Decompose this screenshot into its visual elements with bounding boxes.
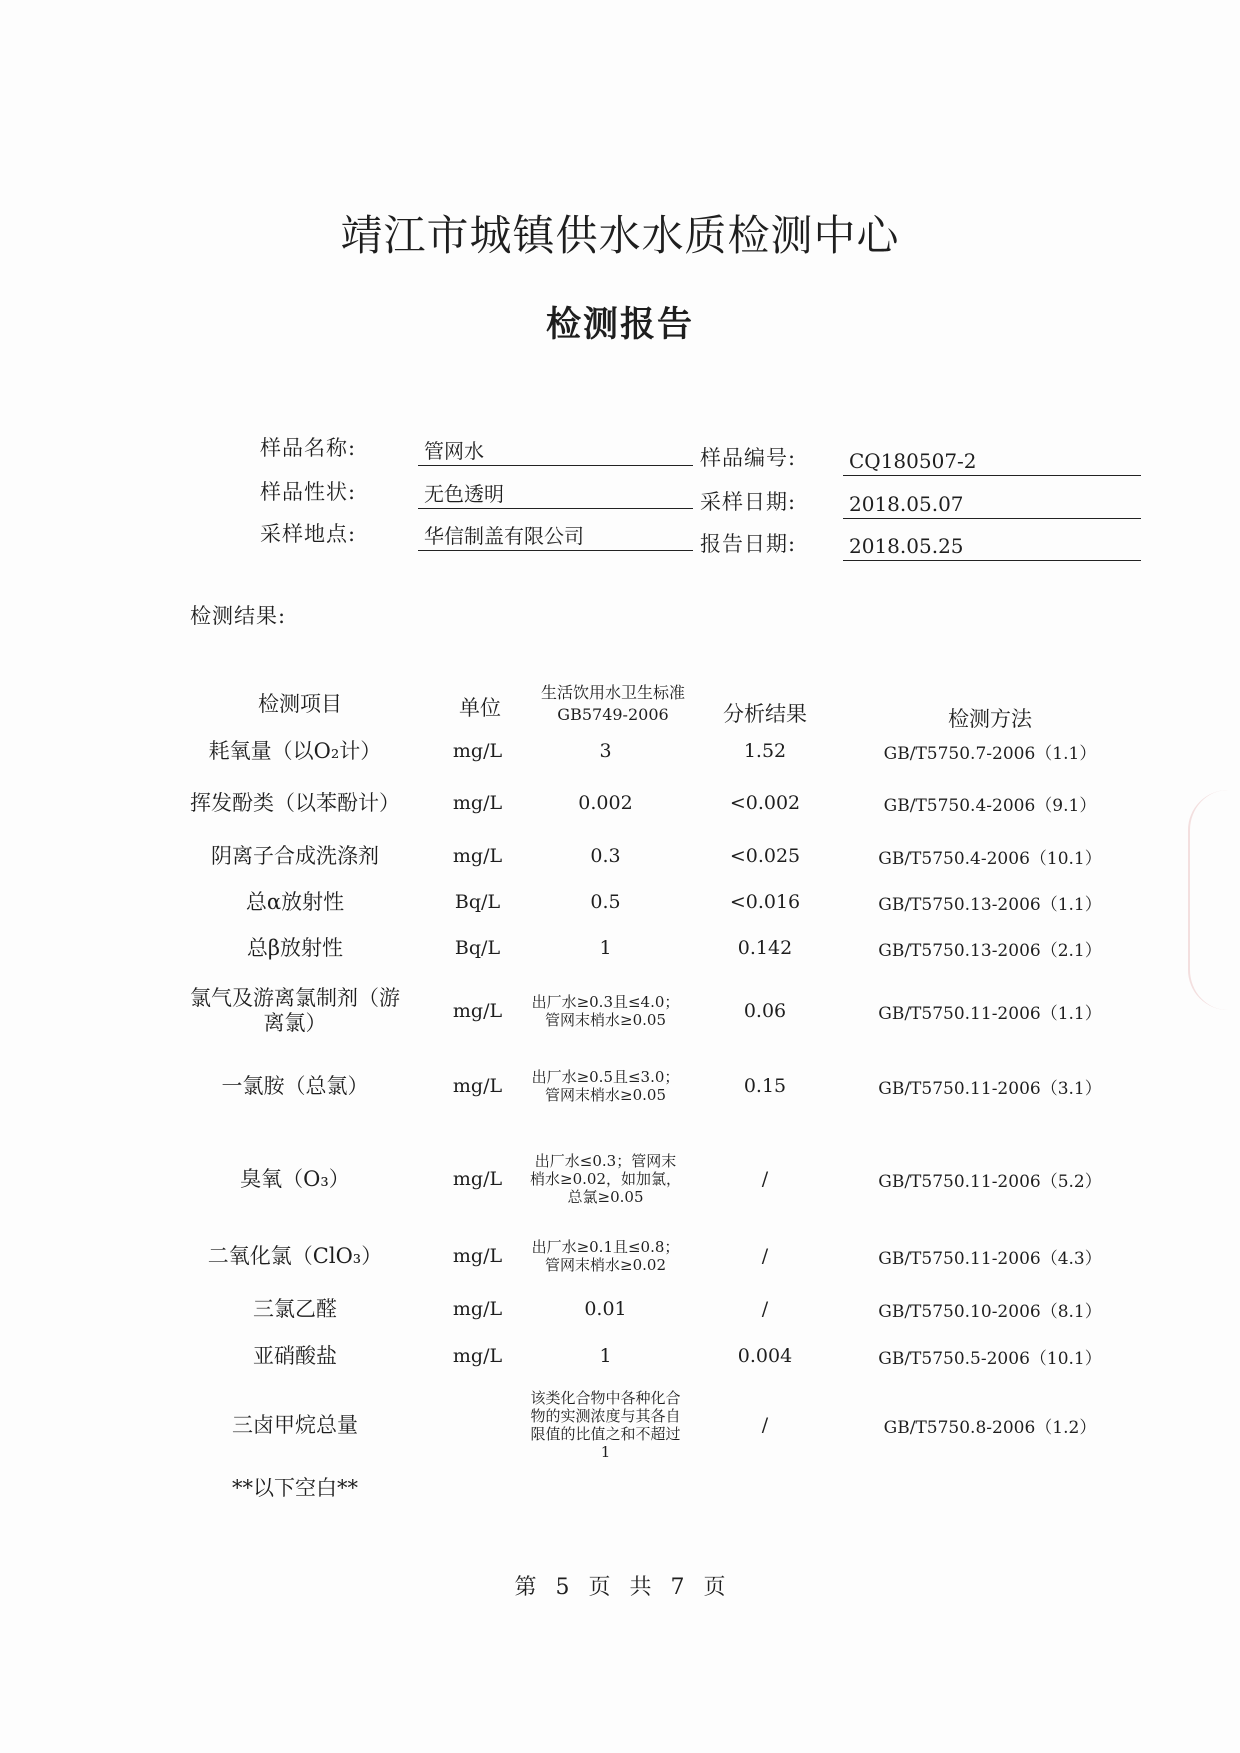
cell-method: GB/T5750.11-2006（4.3） [878, 1248, 1102, 1269]
report-date-value: 2018.05.25 [843, 531, 1141, 561]
report-date-label: 报告日期: [700, 532, 797, 556]
sample-name-value: 管网水 [418, 436, 693, 466]
column-header-standard: 生活饮用水卫生标准GB5749-2006 [540, 683, 685, 724]
cell-unit: mg/L [452, 1168, 503, 1190]
cell-result: 1.52 [743, 740, 787, 762]
cell-result: / [761, 1298, 769, 1320]
cell-standard: 出厂水≥0.3且≤4.0；管网末梢水≥0.05 [531, 993, 680, 1029]
cell-standard: 出厂水≤0.3；管网末梢水≥0.02，如加氯，总氯≥0.05 [530, 1152, 681, 1206]
cell-result: / [761, 1168, 769, 1190]
cell-item: 亚硝酸盐 [253, 1343, 337, 1368]
cell-standard: 0.01 [584, 1298, 627, 1320]
sampling-date-label: 采样日期: [700, 490, 797, 514]
sampling-location-value: 华信制盖有限公司 [418, 521, 693, 551]
cell-unit: Bq/L [454, 891, 501, 913]
cell-item: 二氧化氯（ClO₃） [207, 1243, 383, 1268]
cell-item: 三卤甲烷总量 [232, 1412, 358, 1437]
cell-result: 0.004 [737, 1345, 793, 1367]
results-heading: 检测结果: [190, 604, 287, 628]
cell-item: 氯气及游离氯制剂（游离氯） [190, 986, 400, 1035]
organization-name: 靖江市城镇供水水质检测中心 [340, 211, 900, 260]
cell-item: 阴离子合成洗涤剂 [211, 843, 379, 868]
cell-standard: 1 [599, 937, 612, 959]
cell-method: GB/T5750.13-2006（1.1） [878, 894, 1102, 915]
cell-item: 耗氧量（以O₂计） [208, 738, 382, 763]
cell-unit: mg/L [452, 740, 503, 762]
cell-result: / [761, 1245, 769, 1267]
cell-standard: 出厂水≥0.1且≤0.8；管网末梢水≥0.02 [531, 1238, 680, 1274]
blank-below-note: **以下空白** [232, 1476, 358, 1500]
cell-method: GB/T5750.11-2006（5.2） [878, 1171, 1102, 1192]
document-title: 检测报告 [545, 304, 694, 345]
cell-standard: 该类化合物中各种化合物的实测浓度与其各自限值的比值之和不超过1 [530, 1389, 681, 1461]
cell-item: 三氯乙醛 [253, 1296, 337, 1321]
sampling-location-label: 采样地点: [260, 522, 357, 546]
cell-standard: 3 [599, 740, 612, 762]
column-header-item: 检测项目 [258, 692, 342, 716]
cell-item: 总α放射性 [245, 889, 345, 914]
cell-method: GB/T5750.4-2006（10.1） [878, 848, 1102, 869]
cell-unit: mg/L [452, 792, 503, 814]
column-header-method: 检测方法 [948, 707, 1032, 731]
cell-method: GB/T5750.13-2006（2.1） [878, 940, 1102, 961]
cell-item: 一氯胺（总氯） [221, 1073, 369, 1098]
cell-method: GB/T5750.7-2006（1.1） [883, 743, 1097, 764]
sample-id-label: 样品编号: [700, 446, 797, 470]
column-header-result: 分析结果 [723, 702, 807, 726]
cell-standard: 0.3 [590, 845, 621, 867]
cell-item: 挥发酚类（以苯酚计） [190, 790, 400, 815]
cell-result: / [761, 1414, 769, 1436]
cell-method: GB/T5750.10-2006（8.1） [878, 1301, 1102, 1322]
cell-standard: 0.5 [590, 891, 621, 913]
cell-standard: 1 [599, 1345, 612, 1367]
cell-method: GB/T5750.8-2006（1.2） [883, 1417, 1097, 1438]
cell-standard: 出厂水≥0.5且≤3.0；管网末梢水≥0.05 [531, 1068, 680, 1104]
cell-method: GB/T5750.11-2006（3.1） [878, 1078, 1102, 1099]
cell-result: 0.06 [743, 1000, 787, 1022]
cell-item: 总β放射性 [246, 935, 344, 960]
cell-unit: mg/L [452, 1245, 503, 1267]
page-number: 第 5 页 共 7 页 [514, 1575, 726, 1600]
cell-unit: Bq/L [454, 937, 501, 959]
cell-method: GB/T5750.11-2006（1.1） [878, 1003, 1102, 1024]
cell-result: <0.016 [729, 891, 801, 913]
cell-unit [430, 1382, 525, 1468]
cell-unit: mg/L [452, 1075, 503, 1097]
cell-standard: 0.002 [578, 792, 633, 814]
sample-nature-label: 样品性状: [260, 480, 357, 504]
column-header-unit: 单位 [459, 696, 501, 720]
sample-id-value: CQ180507-2 [843, 446, 1141, 476]
cell-result: <0.002 [729, 792, 801, 814]
cell-method: GB/T5750.5-2006（10.1） [878, 1348, 1102, 1369]
cell-unit: mg/L [452, 845, 503, 867]
cell-unit: mg/L [452, 1298, 503, 1320]
cell-method: GB/T5750.4-2006（9.1） [883, 795, 1097, 816]
stamp-trace [1188, 790, 1240, 1010]
cell-result: <0.025 [729, 845, 801, 867]
cell-result: 0.142 [737, 937, 793, 959]
sample-name-label: 样品名称: [260, 436, 357, 460]
sample-nature-value: 无色透明 [418, 479, 693, 509]
cell-result: 0.15 [743, 1075, 787, 1097]
cell-unit: mg/L [452, 1000, 503, 1022]
cell-item: 臭氧（O₃） [240, 1166, 350, 1191]
cell-unit: mg/L [452, 1345, 503, 1367]
sampling-date-value: 2018.05.07 [843, 489, 1141, 519]
